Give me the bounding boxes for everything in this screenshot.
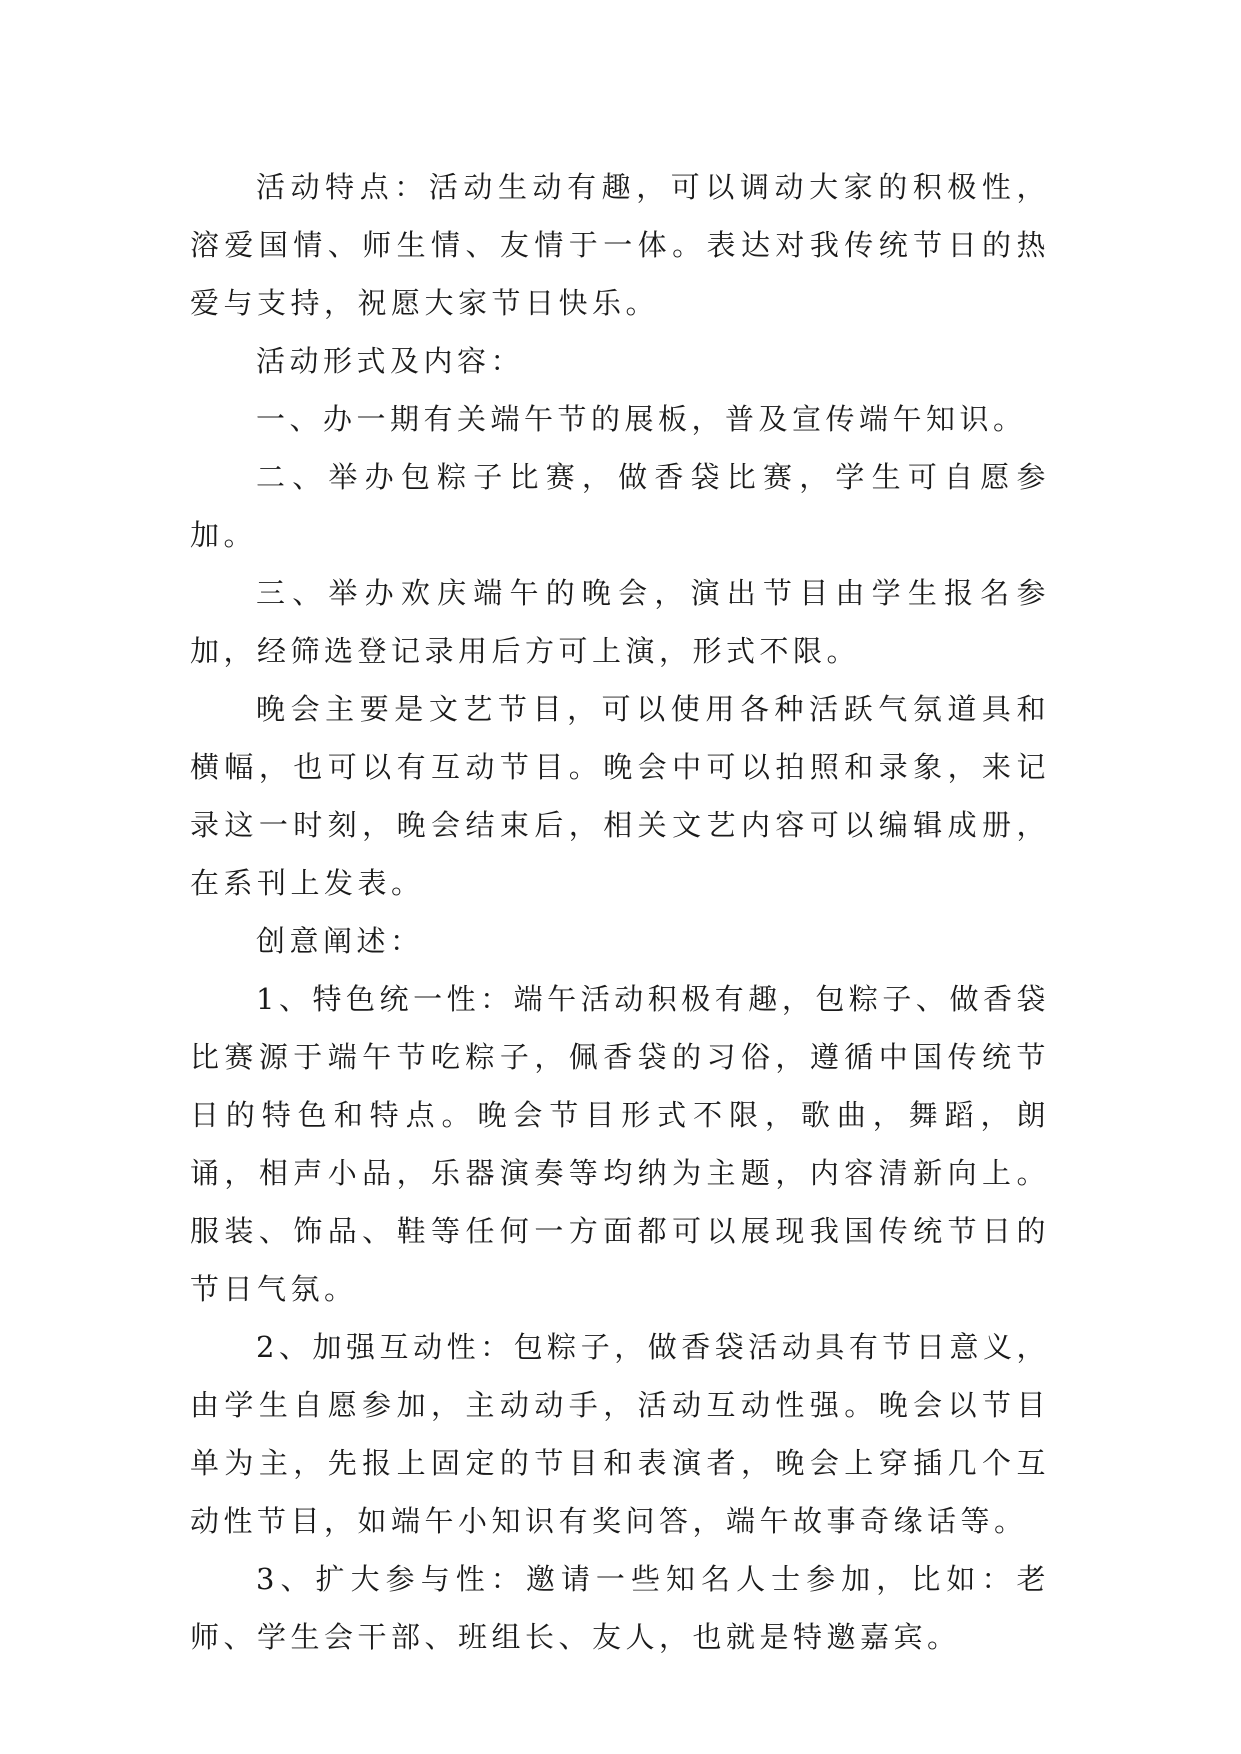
paragraph-activity-format-heading: 活动形式及内容： [256, 344, 525, 378]
paragraph-item-three: 三、举办欢庆端午的晚会，演出节目由学生报名参加，经筛选登记录用后方可上演，形式不限。 [190, 576, 1050, 668]
document-body [190, 158, 1050, 1666]
paragraph-item-two: 二、举办包粽子比赛，做香袋比赛，学生可自愿参加。 [190, 460, 1050, 552]
paragraph-point-one: 1、特色统一性：端午活动积极有趣，包粽子、做香袋比赛源于端午节吃粽子，佩香袋的习俗，遵循中国传统节日的特色和特点。晚会节目形式不限，歌曲，舞蹈，朗诵，相声小品，乐器演奏等均纳为主题，内容清新向上。服装、饰品、鞋等任何一方面都可以展现我国传统节日的节日气氛。 [190, 982, 1050, 1306]
paragraph-point-three: 3、扩大参与性：邀请一些知名人士参加，比如：老师、学生会干部、班组长、友人，也就是特邀嘉宾。 [190, 1562, 1050, 1654]
paragraph-gala: 晚会主要是文艺节目，可以使用各种活跃气氛道具和横幅，也可以有互动节目。晚会中可以拍照和录象，来记录这一时刻，晚会结束后，相关文艺内容可以编辑成册，在系刊上发表。 [190, 692, 1050, 900]
paragraph-item-one: 一、办一期有关端午节的展板，普及宣传端午知识。 [256, 402, 1027, 436]
paragraph-creative-heading: 创意阐述： [256, 924, 424, 958]
paragraph-point-two: 2、加强互动性：包粽子，做香袋活动具有节日意义，由学生自愿参加，主动动手，活动互动性强。晚会以节目单为主，先报上固定的节目和表演者，晚会上穿插几个互动性节目，如端午小知识有奖问答，端午故事奇缘话等。 [190, 1330, 1050, 1538]
paragraph-activity-features: 活动特点：活动生动有趣，可以调动大家的积极性，溶爱国情、师生情、友情于一体。表达对我传统节日的热爱与支持，祝愿大家节日快乐。 [190, 170, 1050, 320]
